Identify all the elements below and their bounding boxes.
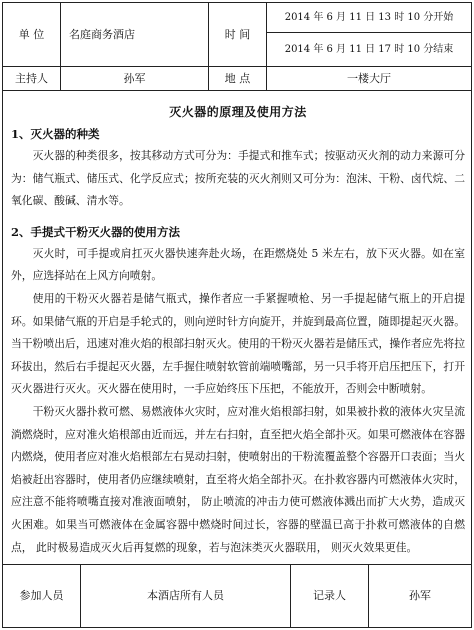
time-start: 2014 年 6 月 11 日 13 时 10 分开始 bbox=[267, 3, 471, 33]
unit-label: 单 位 bbox=[3, 3, 61, 67]
place-label: 地 点 bbox=[209, 67, 267, 91]
participants-value: 本酒店所有人员 bbox=[81, 565, 291, 627]
recorder-label: 记录人 bbox=[291, 565, 369, 627]
section-1-text: 灭火器的种类很多，按其移动方式可分为：手提式和推车式；按驱动灭火剂的动力来源可分为：储气瓶式、储压式、化学反应式；按所充装的灭火剂则又可分为：泡沫、干粉、卤代烷、二氧化碳、酸碱、清水等。 bbox=[11, 149, 465, 208]
time-end: 2014 年 6 月 11 日 17 时 10 分结束 bbox=[267, 33, 471, 67]
section-2-heading: 2、手提式干粉灭火器的使用方法 bbox=[11, 224, 180, 239]
section-2-paragraph-1: 灭火时，可手提或肩扛灭火器快速奔赴火场，在距燃烧处 5 米左右，放下灭火器。如在室外，应选择站在上风方向喷射。 bbox=[11, 246, 465, 283]
section-2-paragraph-2: 使用的干粉灭火器若是储气瓶式，操作者应一手紧握喷枪、另一手提起储气瓶上的开启提环。如果储气瓶的开启是手轮式的，则向逆时针方向旋开，并旋到最高位置，随即提起灭火器。当干粉喷出后，迅速对准火焰的根部扫射灭火。使用的干粉灭火器若是储压式，操作者应先将拉环拔出，然后右手提起灭火器，左手握住喷射软管前端喷嘴部，另一只手将开启压把压下，打开灭火器进行灭火。灭火器在使用时，一手应始终压下压把，不能放开，否则会中断喷射。 bbox=[11, 291, 465, 396]
section-2-paragraph-3: 干粉灭火器扑救可燃、易燃液体火灾时，应对准火焰根部扫射，如果被扑救的液体火灾呈流淌燃烧时，应对准火焰根部由近而远，并左右扫射，直至把火焰全部扑灭。如果可燃液体在容器内燃烧，使用者应对准火焰根部左右晃动扫射，使喷射出的干粉流覆盖整个容器开口表面；当火焰被赶出容器时，使用者仍应继续喷射，直至将火焰全部扑灭。在扑救容器内可燃液体火灾时，应注意不能将喷嘴直接对准液面喷射， 防止喷流的冲击力使可燃液体溅出而扩大火势，造成灭火困难。如果当可燃液体在金属容器中燃烧时间过长，容器的壁温已高于扑救可燃液体的自燃点， 此时极易造成灭火后再复燃的现象，若与泡沫类灭火器联用， 则灭火效果更佳。 bbox=[11, 404, 465, 554]
section-1-heading: 1、灭火器的种类 bbox=[11, 127, 100, 141]
content-area bbox=[3, 91, 471, 565]
meeting-record-form bbox=[2, 2, 472, 628]
recorder-value: 孙军 bbox=[409, 589, 431, 603]
section-spacer bbox=[11, 213, 465, 221]
time-label: 时 间 bbox=[209, 3, 267, 67]
host-value: 孙军 bbox=[61, 67, 209, 91]
place-value: 一楼大厅 bbox=[267, 67, 471, 91]
unit-value: 名庭商务酒店 bbox=[61, 3, 209, 67]
host-label: 主持人 bbox=[3, 67, 61, 91]
participants-label: 参加人员 bbox=[3, 565, 81, 627]
document-title: 灭火器的原理及使用方法 bbox=[169, 105, 307, 119]
